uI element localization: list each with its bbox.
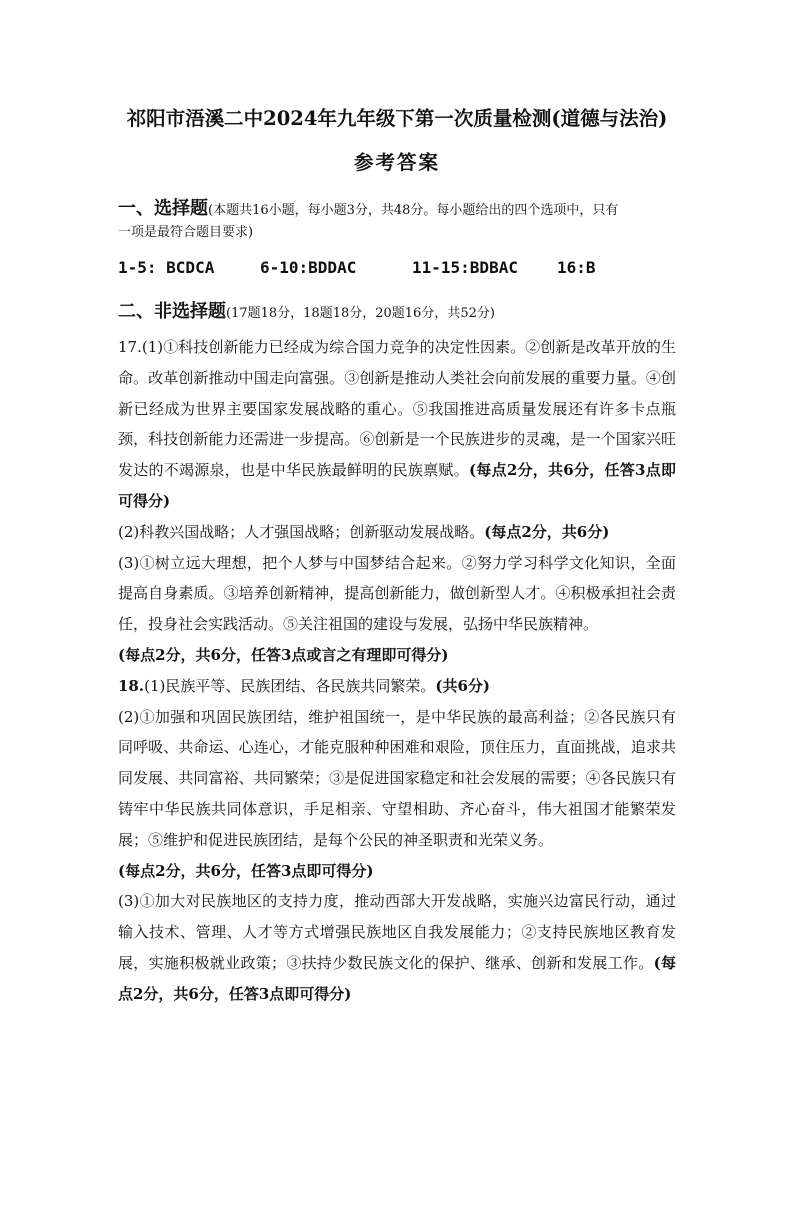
q17-part2-score: (每点2分，共6分) — [484, 522, 610, 541]
q18-part1-text: (1)民族平等、民族团结、各民族共同繁荣。 — [144, 676, 436, 695]
q18-part3-score: (每点2分，共6分，任答3点即可得分) — [118, 953, 676, 1003]
q17-part1-score: (每点2分，共6分，任答3点即可得分) — [118, 461, 676, 510]
document-title: 祁阳市浯溪二中2024年九年级下第一次质量检测(道德与法治) — [126, 107, 668, 130]
section-2-heading: 二、非选择题 — [118, 301, 226, 322]
q17-part3 — [118, 548, 676, 671]
section-1-note: (本题共16小题，每小题3分，共48分。每小题给出的四个选项中，只有 — [208, 203, 619, 218]
answer-sheet-page — [0, 104, 794, 1226]
q18-number: 18. — [118, 676, 145, 695]
answer-group-1: 1-5: BCDCA — [118, 258, 215, 277]
section-1-header — [118, 192, 676, 227]
q18-part2-text: (2)①加强和巩固民族团结，维护祖国统一，是中华民族的最高利益；②各民族只有同呼吸、共命运、心连心，才能克服种种困难和艰险，顶住压力，直面挑战，追求共同发展、共同富裕、共同繁荣；③是促进国家稳定和社会发展的需要；④各民族只有铸牢中华民族共同体意识，手足相亲、守望相助、齐心奋斗，伟大祖国才能繁荣发展；⑤维护和促进民族团结，是每个公民的神圣职责和光荣义务。 — [118, 707, 676, 849]
q18-part1 — [118, 671, 676, 702]
q18-part1-score: (共6分) — [435, 676, 490, 695]
q18-part2-score: (每点2分，共6分，任答3点即可得分) — [118, 861, 374, 880]
q18-part3 — [118, 886, 676, 1009]
choice-answers — [118, 253, 676, 283]
q17-part2 — [118, 517, 676, 548]
q17-part1-text: 17.(1)①科技创新能力已经成为综合国力竞争的决定性因素。②创新是改革开放的生命。改革创新推动中国走向富强。③创新是推动人类社会向前发展的重要力量。④创新已经成为世界主要国家发展战略的重心。⑤我国推进高质量发展还有许多卡点瓶颈，科技创新能力还需进一步提高。⑥创新是一个民族进步的灵魂，是一个国家兴旺发达的不竭源泉，也是中华民族最鲜明的民族禀赋。 — [118, 338, 676, 480]
answer-group-4: 16:B — [557, 258, 596, 277]
section-1-note-continued: 一项是最符合题目要求) — [118, 225, 254, 240]
q17-part3-score: (每点2分，共6分，任答3点或言之有理即可得分) — [118, 645, 449, 664]
section-2-header — [118, 295, 676, 330]
q17-part3-text: (3)①树立远大理想，把个人梦与中国梦结合起来。②努力学习科学文化知识，全面提高自身素质。③培养创新精神，提高创新能力，做创新型人才。④积极承担社会责任，投身社会实践活动。⑤关注祖国的建设与发展，弘扬中华民族精神。 — [118, 553, 676, 634]
answer-group-2: 6-10:BDDAC — [260, 258, 357, 277]
document-subtitle: 参考答案 — [353, 151, 440, 174]
q18-part3-text: (3)①加大对民族地区的支持力度，推动西部大开发战略，实施兴边富民行动，通过输入技术、管理、人才等方式增强民族地区自我发展能力；②支持民族地区教育发展，实施积极就业政策；③扶持少数民族文化的保护、继承、创新和发展工作。 — [118, 892, 676, 972]
q17-part1 — [118, 332, 676, 517]
q18-part2 — [118, 702, 676, 887]
section-1-heading: 一、选择题 — [118, 198, 208, 219]
section-2-note: (17题18分，18题18分，20题16分，共52分) — [226, 306, 495, 321]
answer-group-3: 11-15:BDBAC — [412, 258, 518, 277]
q17-part2-text: (2)科教兴国战略；人才强国战略；创新驱动发展战略。 — [118, 522, 485, 541]
